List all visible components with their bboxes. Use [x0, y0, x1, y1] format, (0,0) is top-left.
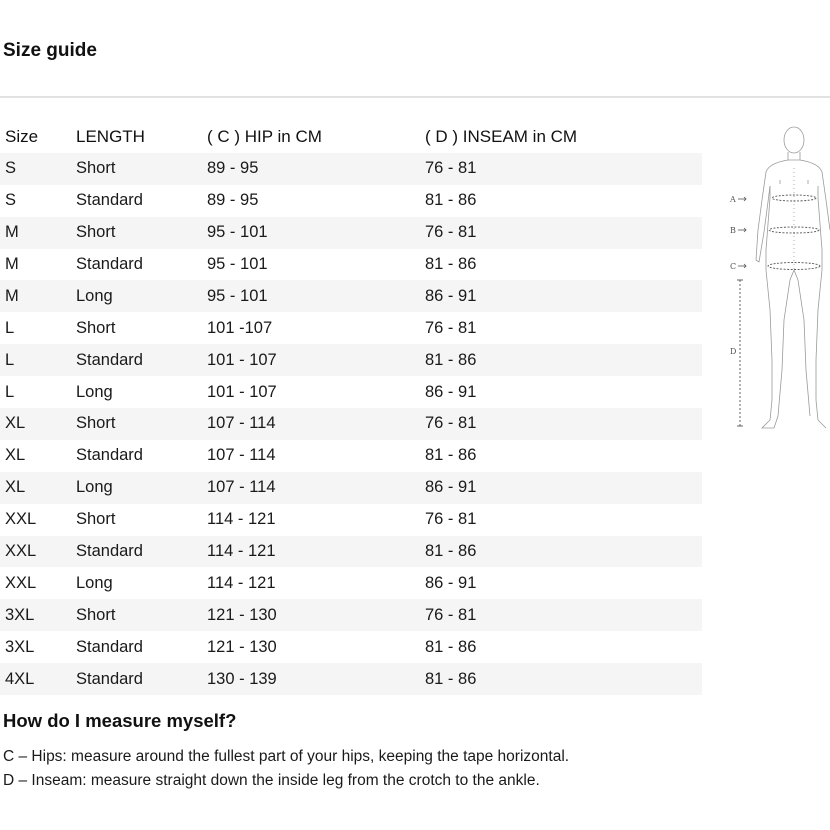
cell-size: M — [5, 286, 19, 305]
table-row — [0, 472, 702, 504]
cell-length: Long — [76, 478, 113, 497]
table-row — [0, 280, 702, 312]
cell-length: Long — [76, 286, 113, 305]
label-b: B — [730, 226, 736, 235]
table-row — [0, 504, 702, 536]
cell-length: Short — [76, 223, 116, 242]
cell-hip: 89 - 95 — [207, 159, 259, 178]
table-row — [0, 599, 702, 631]
cell-size: L — [5, 350, 15, 369]
cell-hip: 95 - 101 — [207, 255, 268, 273]
cell-length: Short — [76, 605, 116, 624]
table-header-row — [0, 121, 702, 153]
table-row — [0, 631, 702, 663]
cell-size: L — [5, 318, 15, 337]
cell-length: Standard — [76, 637, 143, 656]
cell-length: Short — [76, 414, 116, 433]
cell-inseam: 81 - 86 — [425, 191, 477, 210]
cell-hip: 130 - 139 — [207, 669, 277, 688]
table-row — [0, 153, 702, 185]
cell-size: XL — [5, 414, 26, 433]
cell-length: Standard — [76, 542, 143, 561]
cell-size: XXL — [5, 573, 37, 592]
cell-size: S — [5, 159, 17, 178]
hip-instruction: C – Hips: measure around the fullest part of your hips, keeping the tape horizontal. — [3, 748, 570, 765]
cell-length: Long — [76, 382, 113, 401]
cell-length: Short — [76, 159, 116, 178]
table-row — [0, 217, 702, 249]
header-size: Size — [5, 126, 39, 146]
cell-hip: 107 - 114 — [207, 414, 276, 433]
table-row — [0, 536, 702, 568]
cell-size: M — [5, 223, 19, 242]
cell-inseam: 76 - 81 — [425, 223, 477, 242]
page-title: Size guide — [3, 40, 97, 61]
cell-hip: 101 -107 — [207, 318, 273, 337]
measure-heading: How do I measure myself? — [3, 710, 237, 731]
table-row — [0, 185, 702, 217]
cell-size: XL — [5, 478, 26, 497]
cell-size: M — [5, 255, 19, 273]
cell-hip: 95 - 101 — [207, 286, 268, 305]
cell-inseam: 76 - 81 — [425, 414, 477, 433]
table-row — [0, 663, 702, 695]
body-measurement-figure — [726, 120, 830, 440]
cell-inseam: 81 - 86 — [425, 669, 477, 688]
inseam-instruction: D – Inseam: measure straight down the inside leg from the crotch to the ankle. — [3, 772, 540, 789]
cell-inseam: 81 - 86 — [425, 350, 477, 369]
figure-labels — [729, 195, 736, 356]
cell-size: XL — [5, 446, 26, 465]
header-hip: ( C ) HIP in CM — [207, 126, 322, 146]
cell-inseam: 86 - 91 — [425, 286, 477, 305]
header-inseam: ( D ) INSEAM in CM — [425, 126, 578, 146]
cell-hip: 89 - 95 — [207, 191, 259, 210]
cell-hip: 107 - 114 — [207, 446, 276, 465]
cell-length: Standard — [76, 669, 143, 688]
cell-size: XXL — [5, 542, 37, 561]
cell-inseam: 86 - 91 — [425, 573, 477, 592]
size-table — [0, 121, 702, 695]
table-row — [0, 376, 702, 408]
cell-size: XXL — [5, 510, 37, 529]
cell-inseam: 81 - 86 — [425, 255, 477, 273]
cell-inseam: 76 - 81 — [425, 605, 477, 624]
table-body — [0, 153, 702, 695]
cell-inseam: 81 - 86 — [425, 446, 477, 465]
label-d: D — [730, 347, 737, 356]
cell-hip: 95 - 101 — [207, 223, 268, 242]
cell-inseam: 76 - 81 — [425, 318, 477, 337]
cell-hip: 121 - 130 — [207, 637, 277, 656]
cell-inseam: 81 - 86 — [425, 542, 477, 561]
cell-size: L — [5, 382, 15, 401]
label-c: C — [730, 262, 737, 271]
cell-inseam: 86 - 91 — [425, 382, 477, 401]
header-length: LENGTH — [76, 126, 145, 146]
label-a: A — [730, 195, 736, 204]
cell-hip: 114 - 121 — [207, 510, 276, 529]
cell-hip: 101 - 107 — [207, 350, 277, 369]
cell-inseam: 76 - 81 — [425, 510, 477, 529]
cell-hip: 107 - 114 — [207, 478, 276, 497]
cell-length: Standard — [76, 350, 143, 369]
body-outline — [756, 127, 830, 428]
cell-length: Short — [76, 318, 116, 337]
cell-inseam: 76 - 81 — [425, 159, 477, 178]
cell-hip: 101 - 107 — [207, 382, 277, 401]
cell-size: S — [5, 191, 17, 210]
cell-hip: 114 - 121 — [207, 542, 276, 561]
cell-inseam: 86 - 91 — [425, 478, 477, 497]
cell-hip: 114 - 121 — [207, 573, 276, 592]
table-row — [0, 567, 702, 599]
label-arrows — [738, 197, 746, 268]
table-row — [0, 440, 702, 472]
cell-size: 3XL — [5, 605, 35, 624]
header-divider — [0, 96, 830, 98]
cell-inseam: 81 - 86 — [425, 637, 477, 656]
table-row — [0, 249, 702, 281]
cell-length: Standard — [76, 191, 143, 210]
table-row — [0, 408, 702, 440]
cell-length: Long — [76, 573, 113, 592]
table-row — [0, 312, 702, 344]
cell-length: Standard — [76, 255, 143, 273]
cell-size: 4XL — [5, 669, 35, 688]
cell-length: Standard — [76, 446, 143, 465]
cell-size: 3XL — [5, 637, 35, 656]
table-row — [0, 344, 702, 376]
cell-length: Short — [76, 510, 116, 529]
cell-hip: 121 - 130 — [207, 605, 277, 624]
